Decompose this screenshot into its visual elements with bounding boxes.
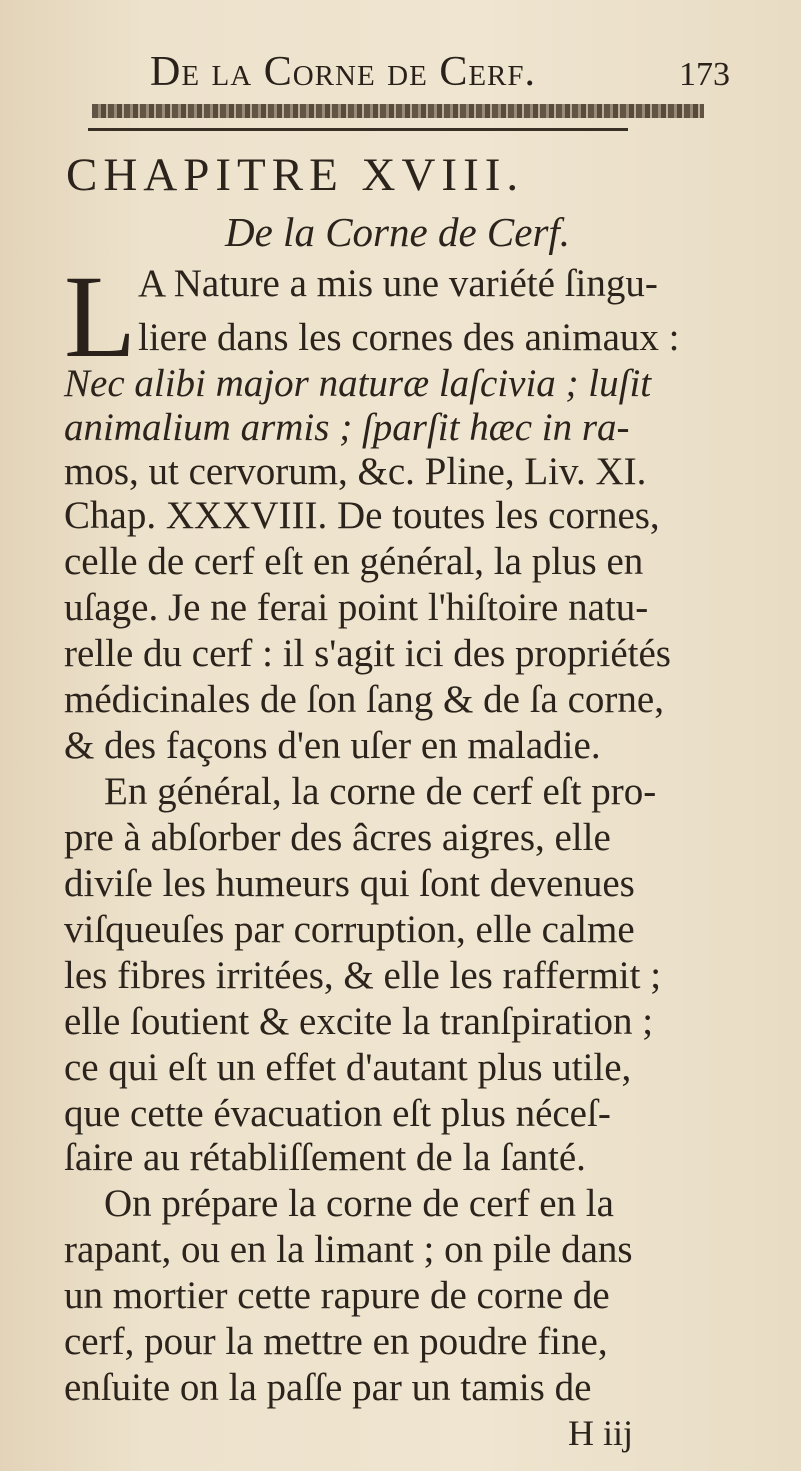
running-title: De la Corne de Cerf. xyxy=(150,49,537,95)
text-line: Chap. XXXVIII. De toutes les cornes, xyxy=(64,494,660,537)
signature-mark: H iij xyxy=(568,1413,634,1453)
text-line: pre à abſorber des âcres aigres, elle xyxy=(64,816,611,859)
ornament-band xyxy=(92,104,704,118)
text-line: un mortier cette rapure de corne de xyxy=(64,1274,610,1317)
text-line: liere dans les cornes des animaux : xyxy=(138,316,680,359)
page-number: 173 xyxy=(679,56,730,93)
text-line: uſage. Je ne ferai point l'hiſtoire natu- xyxy=(64,586,649,629)
header-rule xyxy=(88,128,628,131)
text-line: & des façons d'en uſer en maladie. xyxy=(64,724,601,767)
text-line: celle de cerf eſt en général, la plus en xyxy=(64,540,644,583)
text-line: En général, la corne de cerf eſt pro- xyxy=(104,770,657,813)
text-line: A Nature a mis une variété ſingu- xyxy=(138,262,658,305)
text-line: Nec alibi major naturæ laſcivia ; luſit xyxy=(64,362,652,405)
text-line: relle du cerf : il s'agit ici des propriétés xyxy=(64,632,671,675)
text-line: elle ſoutient & excite la tranſpiration ; xyxy=(64,1000,654,1043)
drop-cap: L xyxy=(64,251,137,382)
text-line: que cette évacuation eſt plus néceſ- xyxy=(64,1092,611,1135)
chapter-heading: CHAPITRE XVIII. xyxy=(66,149,525,201)
text-line: cerf, pour la mettre en poudre fine, xyxy=(64,1320,608,1363)
text-line: animalium armis ; ſparſit hæc in ra- xyxy=(64,406,630,449)
text-line: médicinales de ſon ſang & de ſa corne, xyxy=(64,678,664,721)
text-line: rapant, ou en la limant ; on pile dans xyxy=(64,1228,633,1271)
text-line: enſuite on la paſſe par un tamis de xyxy=(64,1366,592,1409)
chapter-subtitle: De la Corne de Cerf. xyxy=(225,209,571,255)
text-line: ſaire au rétabliſſement de la ſanté. xyxy=(64,1136,586,1179)
running-head xyxy=(150,48,770,96)
text-line: On prépare la corne de cerf en la xyxy=(104,1182,614,1225)
text-line: ce qui eſt un effet d'autant plus utile, xyxy=(64,1046,632,1089)
text-line: les fibres irritées, & elle les raffermit ; xyxy=(64,954,662,997)
text-line: mos, ut cervorum, &c. Pline, Liv. XI. xyxy=(64,450,647,493)
text-line: diviſe les humeurs qui ſont devenues xyxy=(64,862,635,905)
text-line: viſqueuſes par corruption, elle calme xyxy=(64,908,635,951)
